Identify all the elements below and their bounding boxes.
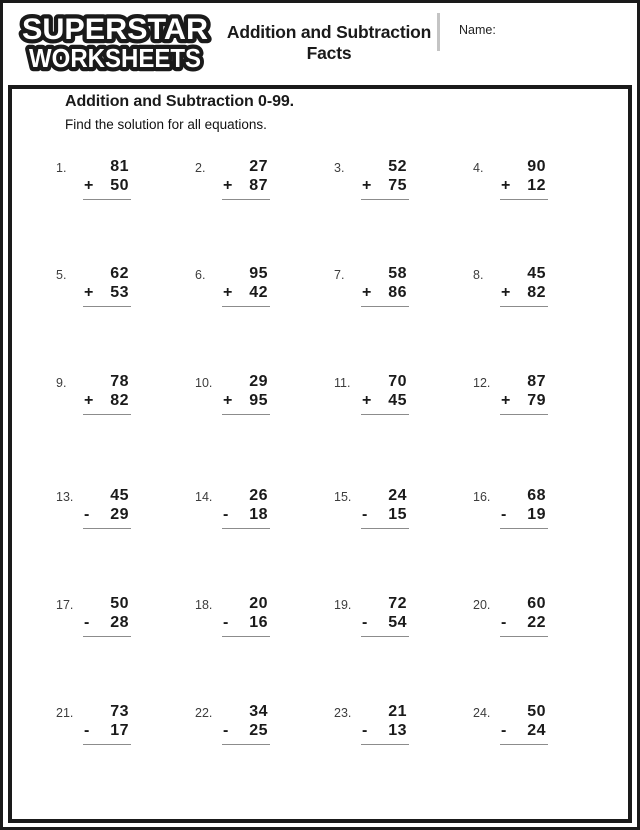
second-operand-line	[83, 613, 129, 632]
top-operand: 87	[527, 373, 546, 390]
problem-stack	[83, 373, 129, 415]
top-operand: 24	[388, 487, 407, 504]
problem-number: 9.	[56, 376, 67, 390]
answer-line	[83, 636, 131, 637]
operator-sign: +	[501, 177, 511, 194]
problem-stack	[361, 373, 407, 415]
problem-stack	[500, 703, 546, 745]
bottom-operand: 82	[110, 392, 129, 409]
problem-number: 20.	[473, 598, 491, 612]
operator-sign: +	[501, 284, 511, 301]
worksheet-heading: Addition and Subtraction 0-99.	[65, 93, 295, 110]
operator-sign: -	[223, 506, 229, 523]
answer-line	[222, 528, 270, 529]
top-operand: 70	[388, 373, 407, 390]
bottom-operand: 82	[527, 284, 546, 301]
bottom-operand: 22	[527, 614, 546, 631]
bottom-operand: 86	[388, 284, 407, 301]
problem-stack	[83, 595, 129, 637]
problem-number: 24.	[473, 706, 491, 720]
operator-sign: +	[84, 284, 94, 301]
bottom-operand: 75	[388, 177, 407, 194]
problem-cell	[195, 265, 334, 373]
operator-sign: +	[84, 392, 94, 409]
header-divider	[437, 13, 440, 51]
problem-cell	[195, 703, 334, 803]
problem-stack	[500, 595, 546, 637]
second-operand-line	[500, 505, 546, 524]
bottom-operand: 24	[527, 722, 546, 739]
worksheet-body	[8, 85, 632, 823]
title-line1: Addition and Subtraction	[226, 22, 432, 42]
problem-stack	[500, 158, 546, 200]
operator-sign: +	[362, 177, 372, 194]
operator-sign: +	[223, 392, 233, 409]
bottom-operand: 19	[527, 506, 546, 523]
problem-number: 15.	[334, 490, 352, 504]
bottom-operand: 50	[110, 177, 129, 194]
problem-stack	[500, 487, 546, 529]
operator-sign: -	[223, 722, 229, 739]
second-operand-line	[222, 176, 268, 195]
problem-stack	[222, 158, 268, 200]
operator-sign: -	[362, 506, 368, 523]
problem-cell	[334, 703, 473, 803]
top-operand: 68	[527, 487, 546, 504]
operator-sign: +	[362, 392, 372, 409]
second-operand-line	[500, 283, 546, 302]
problem-stack	[500, 373, 546, 415]
top-operand: 50	[110, 595, 129, 612]
bottom-operand: 79	[527, 392, 546, 409]
problem-number: 1.	[56, 161, 67, 175]
problem-stack	[361, 158, 407, 200]
second-operand-line	[222, 721, 268, 740]
bottom-operand: 87	[249, 177, 268, 194]
problem-stack	[83, 703, 129, 745]
answer-line	[500, 414, 548, 415]
problem-stack	[83, 487, 129, 529]
second-operand-line	[361, 176, 407, 195]
top-operand: 20	[249, 595, 268, 612]
problem-cell	[473, 373, 613, 487]
second-operand-line	[222, 613, 268, 632]
operator-sign: +	[223, 177, 233, 194]
bottom-operand: 45	[388, 392, 407, 409]
top-operand: 34	[249, 703, 268, 720]
worksheet-title	[222, 22, 436, 64]
top-operand: 90	[527, 158, 546, 175]
operator-sign: -	[84, 722, 90, 739]
problem-stack	[222, 373, 268, 415]
second-operand-line	[500, 721, 546, 740]
problem-stack	[83, 265, 129, 307]
operator-sign: -	[223, 614, 229, 631]
bottom-operand: 25	[249, 722, 268, 739]
answer-line	[361, 744, 409, 745]
problem-cell	[473, 487, 613, 595]
answer-line	[83, 528, 131, 529]
problem-cell	[334, 487, 473, 595]
second-operand-line	[361, 505, 407, 524]
bottom-operand: 53	[110, 284, 129, 301]
top-operand: 73	[110, 703, 129, 720]
logo-line1: SUPERSTAR	[22, 13, 209, 46]
top-operand: 50	[527, 703, 546, 720]
top-operand: 27	[249, 158, 268, 175]
header	[0, 0, 640, 85]
answer-line	[222, 744, 270, 745]
top-operand: 45	[110, 487, 129, 504]
answer-line	[500, 636, 548, 637]
logo-line2: WORKSHEETS	[29, 43, 201, 73]
problem-number: 8.	[473, 268, 484, 282]
problem-number: 17.	[56, 598, 74, 612]
answer-line	[361, 414, 409, 415]
title-line2: Facts	[306, 43, 352, 63]
second-operand-line	[500, 176, 546, 195]
top-operand: 29	[249, 373, 268, 390]
problem-number: 12.	[473, 376, 491, 390]
second-operand-line	[83, 391, 129, 410]
answer-line	[83, 744, 131, 745]
answer-line	[222, 636, 270, 637]
problem-stack	[222, 265, 268, 307]
bottom-operand: 15	[388, 506, 407, 523]
problem-stack	[222, 487, 268, 529]
problem-cell	[56, 703, 195, 803]
operator-sign: +	[84, 177, 94, 194]
problem-stack	[500, 265, 546, 307]
second-operand-line	[361, 391, 407, 410]
name-label: Name:	[459, 23, 496, 37]
answer-line	[361, 528, 409, 529]
problem-stack	[222, 703, 268, 745]
problem-number: 10.	[195, 376, 213, 390]
second-operand-line	[361, 283, 407, 302]
problem-number: 16.	[473, 490, 491, 504]
top-operand: 45	[527, 265, 546, 282]
operator-sign: -	[501, 614, 507, 631]
answer-line	[83, 199, 131, 200]
bottom-operand: 95	[249, 392, 268, 409]
problem-cell	[195, 595, 334, 703]
problem-cell	[56, 158, 195, 265]
superstar-worksheets-logo	[14, 7, 216, 79]
problem-number: 3.	[334, 161, 345, 175]
top-operand: 60	[527, 595, 546, 612]
problem-number: 11.	[334, 376, 351, 390]
answer-line	[361, 199, 409, 200]
second-operand-line	[500, 613, 546, 632]
problem-number: 19.	[334, 598, 352, 612]
problem-cell	[56, 595, 195, 703]
top-operand: 21	[388, 703, 407, 720]
second-operand-line	[83, 283, 129, 302]
problem-cell	[334, 158, 473, 265]
top-operand: 26	[249, 487, 268, 504]
top-operand: 58	[388, 265, 407, 282]
answer-line	[222, 414, 270, 415]
problem-cell	[56, 373, 195, 487]
answer-line	[83, 414, 131, 415]
bottom-operand: 18	[249, 506, 268, 523]
bottom-operand: 28	[110, 614, 129, 631]
second-operand-line	[83, 721, 129, 740]
instructions: Find the solution for all equations.	[65, 117, 267, 132]
top-operand: 72	[388, 595, 407, 612]
problem-number: 18.	[195, 598, 213, 612]
operator-sign: +	[501, 392, 511, 409]
problem-number: 22.	[195, 706, 213, 720]
problem-stack	[361, 595, 407, 637]
top-operand: 52	[388, 158, 407, 175]
problem-cell	[195, 158, 334, 265]
answer-line	[500, 199, 548, 200]
problem-number: 14.	[195, 490, 213, 504]
operator-sign: +	[362, 284, 372, 301]
answer-line	[500, 528, 548, 529]
problem-stack	[361, 265, 407, 307]
answer-line	[83, 306, 131, 307]
top-operand: 95	[249, 265, 268, 282]
bottom-operand: 17	[110, 722, 129, 739]
problem-stack	[361, 703, 407, 745]
second-operand-line	[83, 505, 129, 524]
operator-sign: -	[501, 722, 507, 739]
operator-sign: +	[223, 284, 233, 301]
answer-line	[361, 636, 409, 637]
problem-stack	[222, 595, 268, 637]
problem-cell	[195, 373, 334, 487]
top-operand: 62	[110, 265, 129, 282]
problem-cell	[473, 158, 613, 265]
top-operand: 78	[110, 373, 129, 390]
problem-cell	[473, 703, 613, 803]
problem-number: 4.	[473, 161, 484, 175]
second-operand-line	[361, 613, 407, 632]
problem-stack	[83, 158, 129, 200]
second-operand-line	[222, 391, 268, 410]
problem-cell	[473, 595, 613, 703]
answer-line	[500, 744, 548, 745]
problem-number: 21.	[56, 706, 74, 720]
problem-cell	[334, 595, 473, 703]
answer-line	[222, 199, 270, 200]
top-operand: 81	[110, 158, 129, 175]
bottom-operand: 29	[110, 506, 129, 523]
problem-cell	[334, 265, 473, 373]
problem-cell	[473, 265, 613, 373]
problem-stack	[361, 487, 407, 529]
operator-sign: -	[84, 614, 90, 631]
second-operand-line	[83, 176, 129, 195]
answer-line	[361, 306, 409, 307]
problem-number: 7.	[334, 268, 345, 282]
answer-line	[222, 306, 270, 307]
second-operand-line	[500, 391, 546, 410]
problem-cell	[195, 487, 334, 595]
bottom-operand: 42	[249, 284, 268, 301]
problem-number: 23.	[334, 706, 352, 720]
operator-sign: -	[84, 506, 90, 523]
problem-number: 5.	[56, 268, 67, 282]
bottom-operand: 54	[388, 614, 407, 631]
problem-cell	[334, 373, 473, 487]
problem-number: 6.	[195, 268, 206, 282]
problems-grid	[56, 158, 613, 803]
bottom-operand: 16	[249, 614, 268, 631]
second-operand-line	[222, 505, 268, 524]
operator-sign: -	[362, 722, 368, 739]
bottom-operand: 13	[388, 722, 407, 739]
answer-line	[500, 306, 548, 307]
operator-sign: -	[362, 614, 368, 631]
bottom-operand: 12	[527, 177, 546, 194]
problem-number: 2.	[195, 161, 206, 175]
problem-number: 13.	[56, 490, 74, 504]
second-operand-line	[361, 721, 407, 740]
problem-cell	[56, 487, 195, 595]
operator-sign: -	[501, 506, 507, 523]
second-operand-line	[222, 283, 268, 302]
problem-cell	[56, 265, 195, 373]
